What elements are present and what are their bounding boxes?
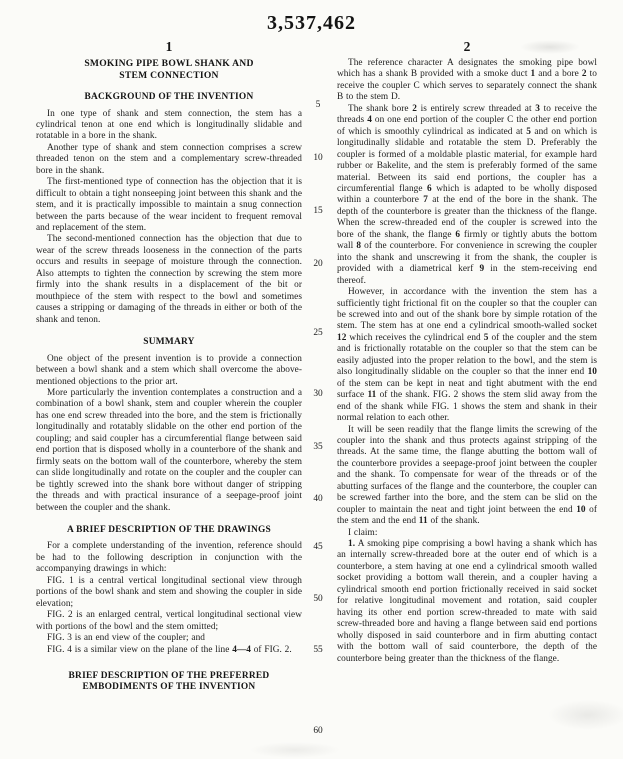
claim-intro: I claim:	[348, 527, 378, 538]
line-number: 60	[313, 726, 323, 736]
patent-number: 3,537,462	[267, 12, 356, 34]
line-number: 20	[313, 259, 323, 269]
line-number: 5	[315, 100, 321, 110]
paragraph: However, in accordance with the invention the stem has a sufficiently tight frictional fit on the coupler so that the coupler can be screwed into and out of the shank bore by simple rotation of the stem. The stem has at one end a cylindrical smooth-walled socket 12 which receives the cylindrical end 5 of the coupler and the stem and is frictionally rotatable on the coupler so that the stem can be easily adjusted into the proper relation to the bowl, and the stem is also longitudinally slidable on the coupler so that the inner end 10 of the stem can be kept in neat and tight abutment with the end surface 11 of the shank. FIG. 2 shows the stem slid away from the end of the shank while FIG. 1 shows the stem and shank in their normal relation to each other.	[337, 287, 598, 424]
paragraph: It will be seen readily that the flange limits the screwing of the coupler into the shank and thus protects against stripping of the threads. At the same time, the flange abutting the bottom wall of the counterbore provides a seepage-proof joint between the coupler and the shank. To compensate for wear of the threads or of the abutting surfaces of the flange and the counterbore, the coupler can be screwed farther into the bore, and the stem can be slid on the coupler to maintain the neat and tight joint between the end 10 of the stem and the end 11 of the shank.	[337, 424, 597, 527]
line-number: 15	[313, 206, 323, 216]
paragraph: In one type of shank and stem connection, the stem has a cylindrical tenon at one end which is longitudinally slidable and rotatable in a bore in the shank.	[36, 108, 302, 142]
left-column-number: 1	[165, 39, 173, 54]
section-heading-drawings: A BRIEF DESCRIPTION OF THE DRAWINGS	[66, 524, 271, 535]
paragraph: The shank bore 2 is entirely screw threaded at 3 to receive the threads 4 on one end portion of the coupler C the other end portion of which is smoothly cylindrical as indicated at 5 and on which is longitudinally slidable and rotatable the stem D. Preferably the coupler is formed of a moldable plastic material, for example hard rubber or Bakelite, and the stem is preferably formed of the same material. Between its said end portions, the coupler has a circumferential flange 6 which is adapted to be wholly disposed within a counterbore 7 at the end of the bore in the shank. The depth of the counterbore is greater than the thickness of the flange. When the screw-threaded end of the coupler is screwed into the bore of the shank, the flange 6 firmly or tightly abuts the bottom wall 8 of the counterbore. For convenience in screwing the coupler into the shank and unscrewing it from the shank, the coupler is provided with a diametrical kerf 9 in the stem-receiving end thereof.	[337, 103, 597, 286]
paragraph: One object of the present invention is to provide a connection between a bowl shank and a stem which shall overcome the above-mentioned objections to the prior art.	[36, 353, 302, 387]
line-number: 45	[313, 542, 323, 552]
left-column	[36, 40, 302, 699]
paragraph: Another type of shank and stem connection comprises a screw threaded tenon on the stem and a complementary screw-threaded bore in the shank.	[36, 142, 302, 176]
paragraph: For a complete understanding of the invention, reference should be had to the following description in conjunction with the accompanying drawings in which:	[36, 541, 302, 575]
line-number: 50	[313, 594, 323, 604]
paragraph: FIG. 3 is an end view of the coupler; and	[47, 633, 205, 644]
paragraph: More particularly the invention contemplates a construction and a combination of a bowl shank, stem and coupler wherein the coupler has one end screw threaded into the bore, and the stem is frictionally longitudinally and rotatably slidable on the other end portion of the coupling; and said coupler has a circumferential flange between said end portion that is disposed wholly in a counterbore of the shank and firmly seats on the bottom wall of the counterbore, whereby the stem can slide longitudinally and rotate on the coupler and the coupler can be tightly screwed into the shank bore without danger of stripping the threads and with practical insurance of a seepage-proof joint between the coupler and the shank.	[36, 387, 302, 513]
line-number: 10	[313, 153, 323, 163]
invention-title: SMOKING PIPE BOWL SHANK AND STEM CONNECTION	[84, 58, 254, 81]
line-number: 35	[313, 442, 323, 452]
paragraph: The reference character A designates the smoking pipe bowl which has a shank B provided with a smoke duct 1 and a bore 2 to receive the coupler C which serves to separately connect the shank B to the stem D.	[337, 58, 597, 103]
scan-smudge	[548, 700, 623, 730]
right-column	[337, 40, 597, 665]
right-column-number: 2	[463, 39, 471, 54]
paragraph: The second-mentioned connection has the objection that due to wear of the screw threads looseness in the connection of the parts occurs and results in seepage of moisture through the connection. Also attempts to tighten the connection by screwing the stem more firmly into the shank results in a displacement of the bit or mouthpiece of the stem with respect to the bowl and sometimes causes a stripping or damaging of the threads in either or both of the shank and tenon.	[36, 234, 302, 325]
line-number-gutter	[303, 0, 333, 759]
paragraph: FIG. 2 is an enlarged central, vertical longitudinal sectional view with portions of the bowl and the stem omitted;	[36, 610, 302, 632]
section-heading-summary: SUMMARY	[143, 337, 195, 348]
line-number: 55	[313, 645, 323, 655]
line-number: 30	[313, 389, 323, 399]
paragraph: FIG. 4 is a similar view on the plane of the line 4—4 of FIG. 2.	[47, 644, 292, 655]
section-heading-background: BACKGROUND OF THE INVENTION	[84, 92, 254, 102]
paragraph: FIG. 1 is a central vertical longitudinal sectional view through portions of the bowl shank and stem and showing the coupler in side elevation;	[36, 575, 302, 609]
claim-1: 1. A smoking pipe comprising a bowl having a shank which has an internally screw-threaded bore at the outer end of which is a counterbore, a stem having at one end a cylindrical smooth walled socket providing a bottom wall therein, and a coupler having a cylindrical smooth end portion frictionally received in said socket for relative longitudinal movement and rotation, said coupler having its other end portion screw-threaded to mate with said screw-threaded bore and having a flange between said end portions wholly disposed in said counterbore and in firm abutting contact with the bottom wall of said counterbore, the depth of the counterbore being greater than the thickness of the flange.	[337, 539, 597, 664]
line-number: 40	[313, 494, 323, 504]
paragraph: The first-mentioned type of connection has the objection that it is difficult to obtain a tight nonseeping joint between this shank and the stem, and it is practically impossible to maintain a snug connection between the parts because of the wear incident to frequent removal and replacement of the stem.	[36, 177, 302, 234]
line-number: 25	[313, 328, 323, 338]
section-heading-embodiments: BRIEF DESCRIPTION OF THE PREFERRED EMBODIMENTS OF THE INVENTION	[68, 670, 270, 693]
